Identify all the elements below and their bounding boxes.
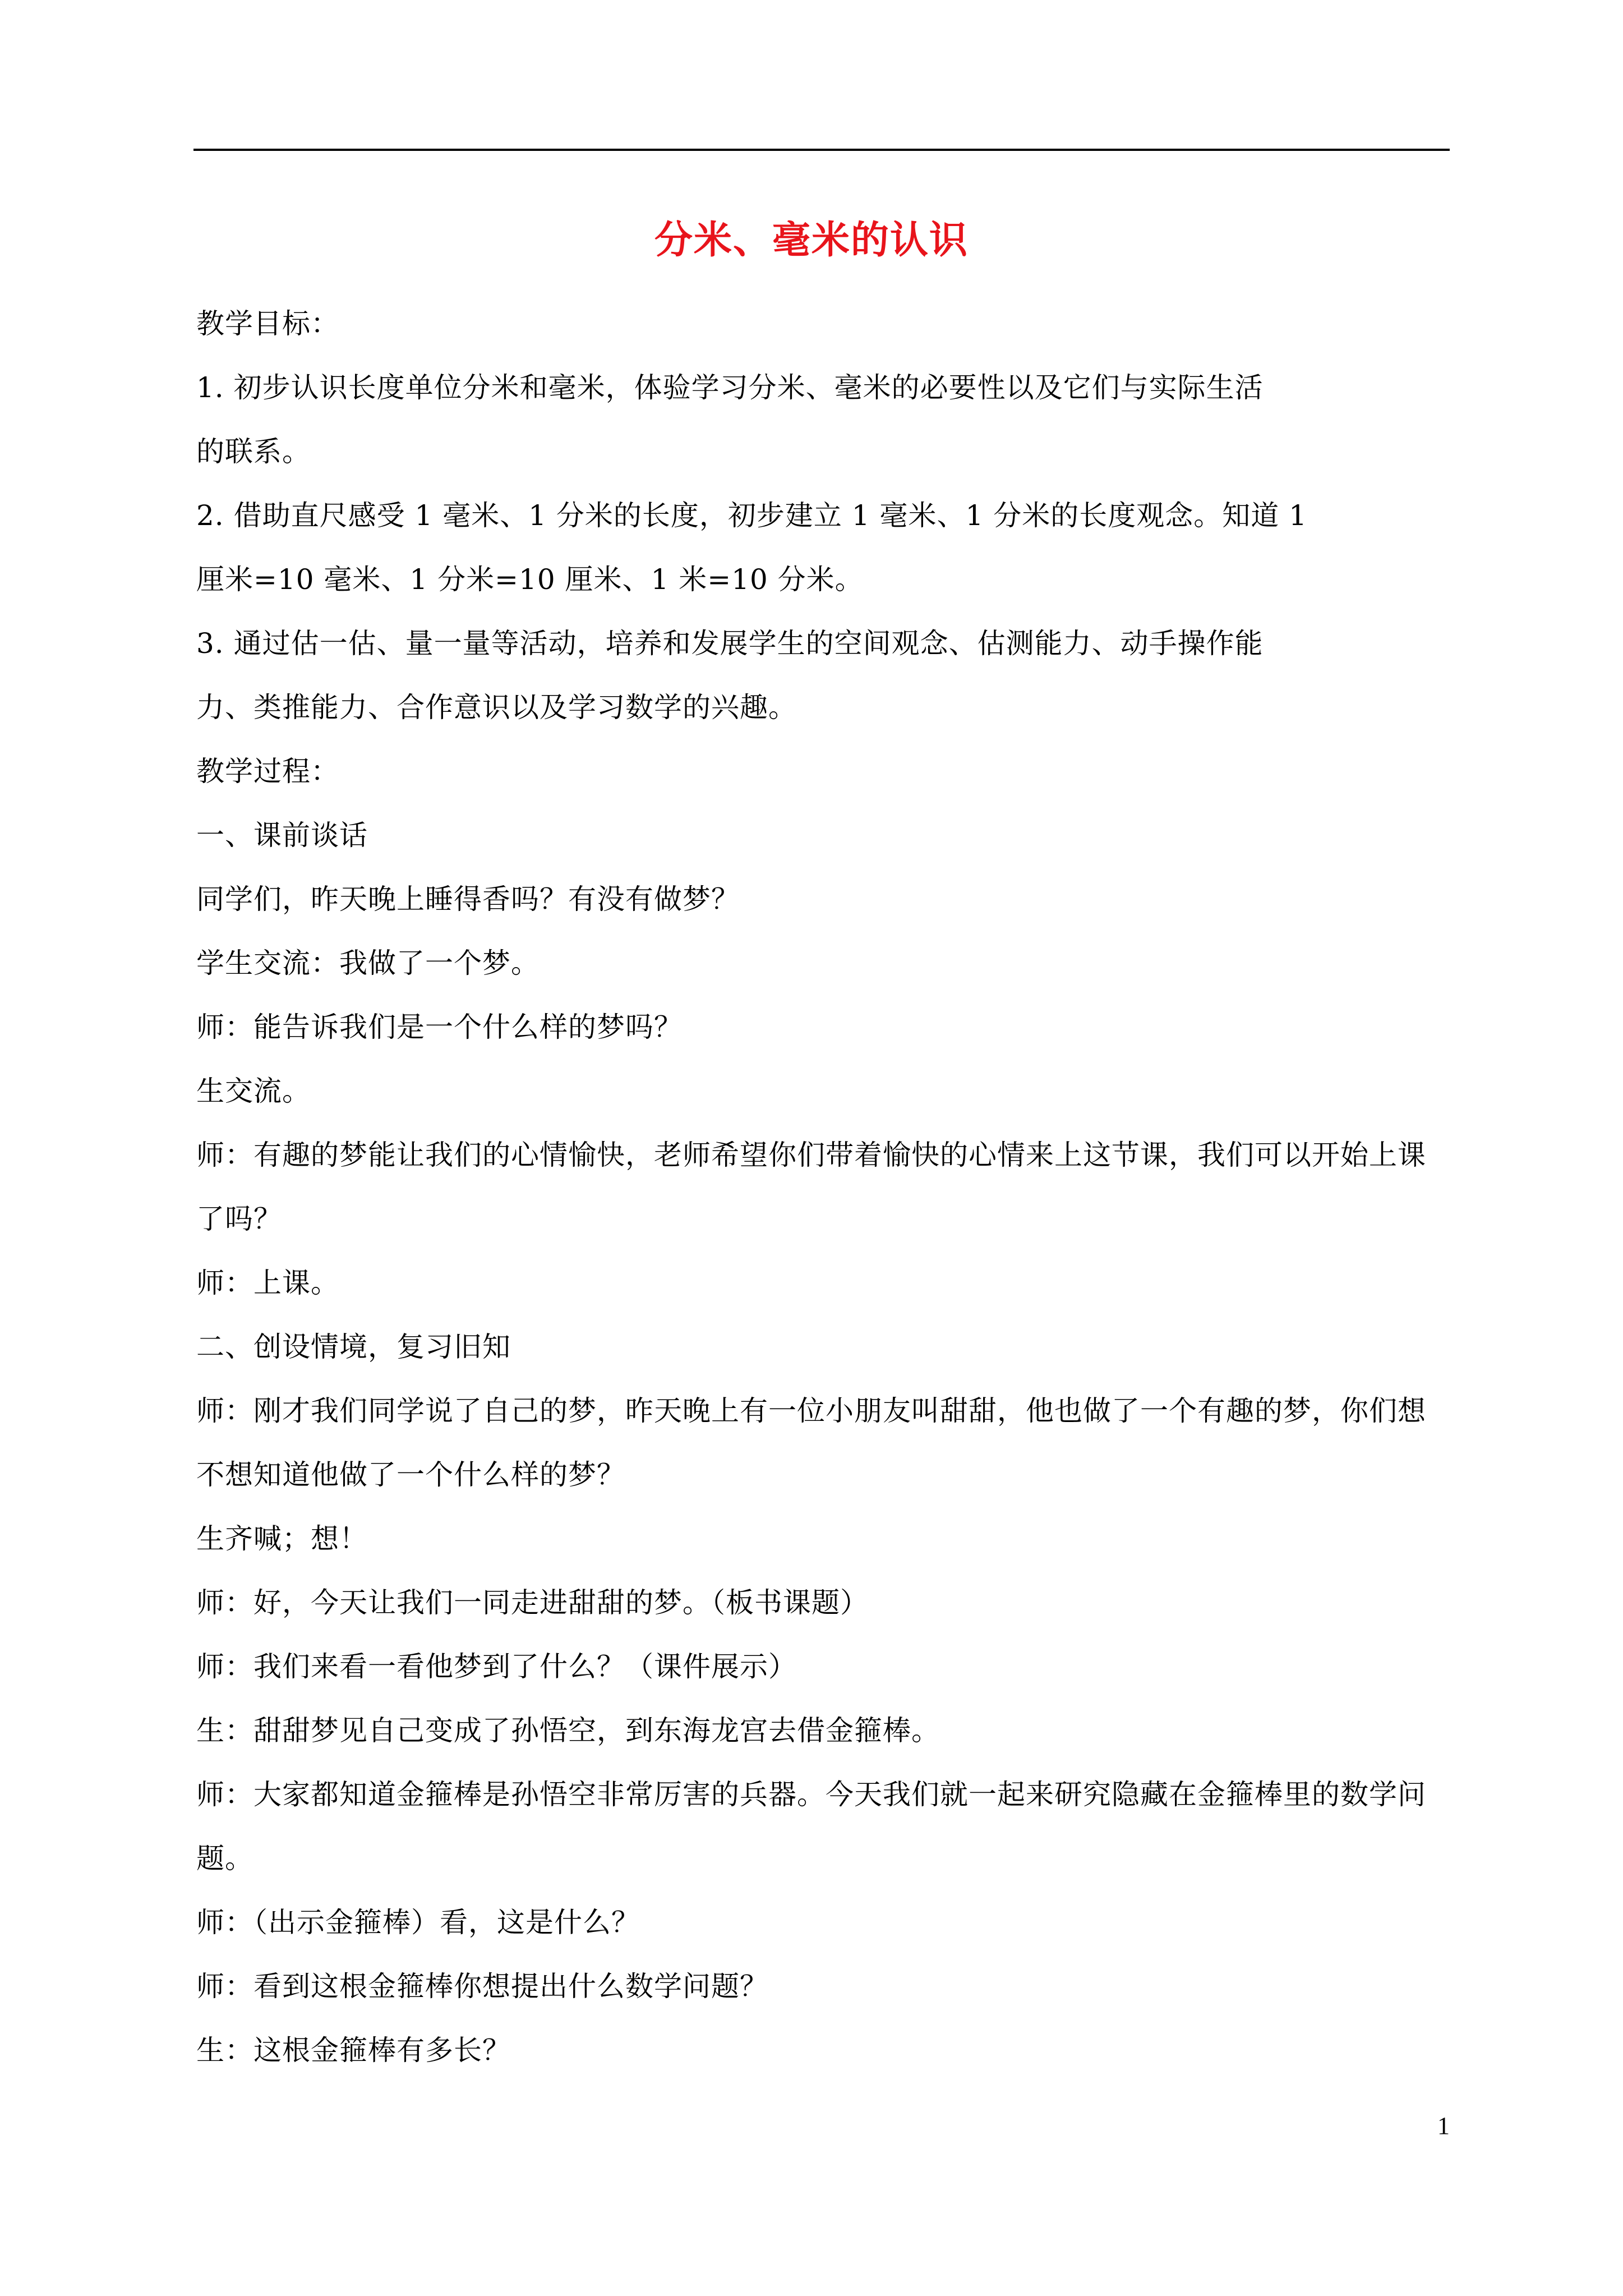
text-line: 3. 通过估一估、量一量等活动，培养和发展学生的空间观念、估测能力、动手操作能	[196, 627, 1264, 660]
text-line: 师：能告诉我们是一个什么样的梦吗？	[196, 1011, 683, 1043]
document-title: 分米、毫米的认识	[654, 218, 969, 263]
text-line: 二、创设情境，复习旧知	[196, 1331, 511, 1363]
text-line: 同学们，昨天晚上睡得香吗？有没有做梦？	[196, 883, 740, 915]
text-line: 厘米=10 毫米、1 分米=10 厘米、1 米=10 分米。	[196, 563, 864, 596]
text-line: 1. 初步认识长度单位分米和毫米，体验学习分米、毫米的必要性以及它们与实际生活	[196, 371, 1264, 404]
text-line: 学生交流：我做了一个梦。	[196, 947, 540, 979]
text-line: 师：刚才我们同学说了自己的梦，昨天晚上有一位小朋友叫甜甜，他也做了一个有趣的梦，你们想	[196, 1395, 1426, 1427]
text-line: 力、类推能力、合作意识以及学习数学的兴趣。	[196, 691, 797, 724]
text-line: 师：上课。	[196, 1267, 339, 1299]
text-line: 师：我们来看一看他梦到了什么？（课件展示）	[196, 1650, 797, 1683]
text-line: 教学目标：	[196, 307, 339, 340]
text-line: 生：这根金箍棒有多长？	[196, 2034, 511, 2067]
text-line: 的联系。	[196, 435, 311, 468]
document-body	[196, 292, 1453, 2082]
text-line: 生：甜甜梦见自己变成了孙悟空，到东海龙宫去借金箍棒。	[196, 1714, 940, 1747]
text-line: 了吗？	[196, 1203, 282, 1235]
text-line: 师：看到这根金箍棒你想提出什么数学问题？	[196, 1970, 768, 2003]
text-line: 生交流。	[196, 1075, 311, 1107]
text-line: 2. 借助直尺感受 1 毫米、1 分米的长度，初步建立 1 毫米、1 分米的长度观念。知道 1	[196, 499, 1307, 532]
text-line: 生齐喊；想！	[196, 1522, 368, 1555]
text-line: 不想知道他做了一个什么样的梦？	[196, 1458, 625, 1491]
text-line: 教学过程：	[196, 755, 339, 788]
text-line: 师：大家都知道金箍棒是孙悟空非常厉害的兵器。今天我们就一起来研究隐藏在金箍棒里的数学问	[196, 1778, 1426, 1811]
header-rule	[193, 149, 1450, 151]
page-number: 1	[1437, 2112, 1450, 2139]
text-line: 师：（出示金箍棒）看，这是什么？	[196, 1906, 640, 1939]
text-line: 师：有趣的梦能让我们的心情愉快，老师希望你们带着愉快的心情来上这节课，我们可以开始上课	[196, 1139, 1426, 1171]
text-line: 题。	[196, 1842, 253, 1875]
text-line: 师：好，今天让我们一同走进甜甜的梦。（板书课题）	[196, 1586, 869, 1619]
text-line: 一、课前谈话	[196, 819, 368, 852]
